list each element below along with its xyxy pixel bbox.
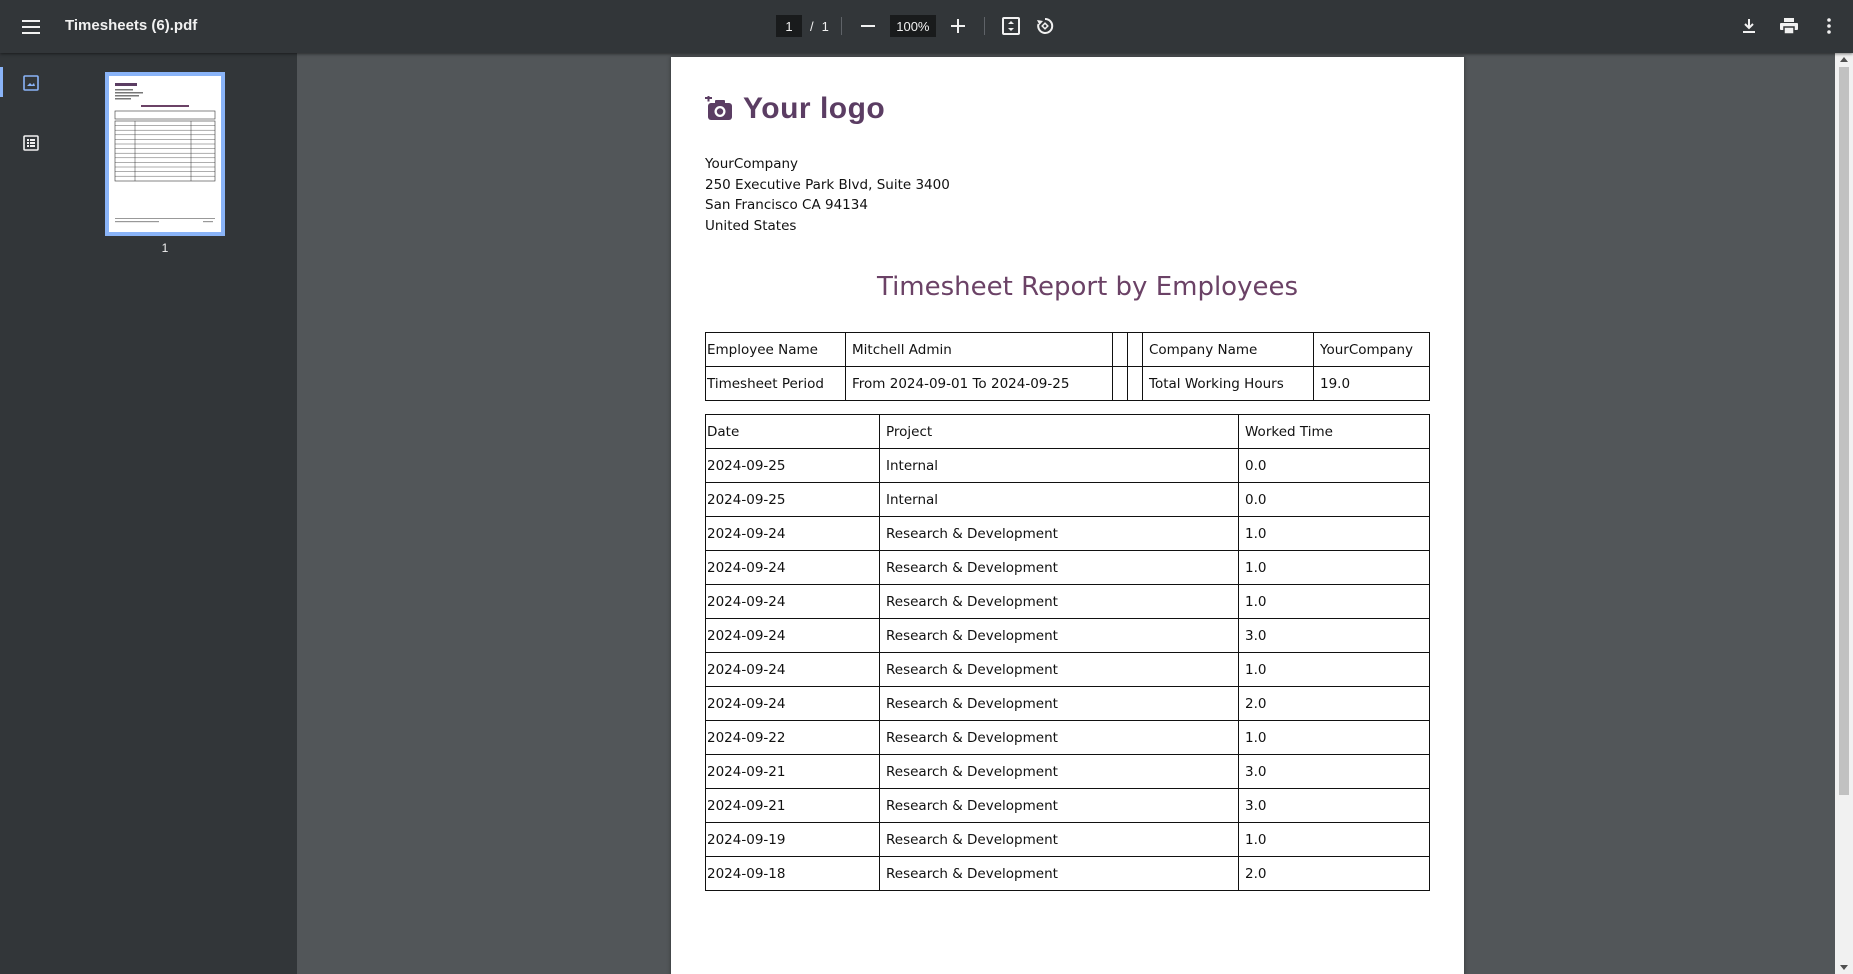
column-header-date: Date bbox=[706, 415, 880, 449]
zoom-in-button[interactable] bbox=[944, 12, 972, 40]
more-options-button[interactable] bbox=[1815, 12, 1843, 40]
project-cell: Research & Development bbox=[880, 687, 1239, 721]
document-actions bbox=[1735, 12, 1843, 40]
employee-info-table bbox=[705, 332, 1430, 401]
fit-page-icon bbox=[1002, 17, 1020, 35]
vertical-scrollbar[interactable] bbox=[1835, 53, 1853, 974]
outline-tab[interactable] bbox=[16, 128, 46, 158]
menu-button[interactable] bbox=[16, 12, 46, 42]
column-header-project: Project bbox=[880, 415, 1239, 449]
table-row bbox=[706, 789, 1430, 823]
period-value: From 2024-09-01 To 2024-09-25 bbox=[846, 367, 1113, 401]
minus-icon bbox=[861, 19, 875, 33]
worked-time-cell: 1.0 bbox=[1239, 551, 1430, 585]
address-company: YourCompany bbox=[705, 156, 799, 172]
print-icon bbox=[1780, 18, 1798, 34]
company-logo bbox=[705, 92, 885, 126]
toolbar bbox=[0, 0, 1853, 53]
zoom-input[interactable] bbox=[890, 15, 936, 37]
project-cell: Research & Development bbox=[880, 755, 1239, 789]
project-cell: Internal bbox=[880, 449, 1239, 483]
timesheet-rows bbox=[706, 449, 1430, 891]
plus-icon bbox=[951, 19, 965, 33]
table-row bbox=[706, 619, 1430, 653]
worked-time-cell: 1.0 bbox=[1239, 517, 1430, 551]
company-name-label: Company Name bbox=[1143, 333, 1314, 367]
more-vert-icon bbox=[1827, 18, 1831, 34]
scroll-up-arrow[interactable] bbox=[1840, 57, 1848, 62]
sidebar-rail bbox=[0, 53, 62, 974]
worked-time-cell: 0.0 bbox=[1239, 483, 1430, 517]
date-cell: 2024-09-19 bbox=[706, 823, 880, 857]
table-row bbox=[706, 857, 1430, 891]
active-indicator bbox=[0, 67, 3, 97]
date-cell: 2024-09-18 bbox=[706, 857, 880, 891]
menu-icon bbox=[22, 20, 40, 34]
table-row bbox=[706, 585, 1430, 619]
worked-time-cell: 3.0 bbox=[1239, 789, 1430, 823]
date-cell: 2024-09-24 bbox=[706, 517, 880, 551]
info-row bbox=[706, 367, 1430, 401]
rotate-icon bbox=[1036, 17, 1054, 35]
thumbnail-page-number: 1 bbox=[161, 241, 169, 255]
project-cell: Internal bbox=[880, 483, 1239, 517]
worked-time-cell: 3.0 bbox=[1239, 619, 1430, 653]
download-button[interactable] bbox=[1735, 12, 1763, 40]
project-cell: Research & Development bbox=[880, 789, 1239, 823]
document-title: Timesheets (6).pdf bbox=[65, 17, 198, 34]
date-cell: 2024-09-24 bbox=[706, 585, 880, 619]
date-cell: 2024-09-24 bbox=[706, 653, 880, 687]
project-cell: Research & Development bbox=[880, 517, 1239, 551]
page-separator: / bbox=[810, 18, 814, 34]
table-row bbox=[706, 721, 1430, 755]
table-row bbox=[706, 483, 1430, 517]
table-row bbox=[706, 653, 1430, 687]
zoom-out-button[interactable] bbox=[854, 12, 882, 40]
thumbnails-tab[interactable] bbox=[16, 68, 46, 98]
table-row bbox=[706, 755, 1430, 789]
project-cell: Research & Development bbox=[880, 823, 1239, 857]
worked-time-cell: 1.0 bbox=[1239, 823, 1430, 857]
table-row bbox=[706, 517, 1430, 551]
employee-name-label: Employee Name bbox=[706, 333, 846, 367]
date-cell: 2024-09-24 bbox=[706, 551, 880, 585]
scroll-down-arrow[interactable] bbox=[1840, 965, 1848, 970]
rotate-button[interactable] bbox=[1031, 12, 1059, 40]
table-row bbox=[706, 449, 1430, 483]
outline-icon bbox=[23, 135, 39, 151]
timesheet-table bbox=[705, 414, 1430, 891]
company-address bbox=[705, 154, 950, 236]
logo-text: Your logo bbox=[743, 92, 886, 125]
address-street: 250 Executive Park Blvd, Suite 3400 bbox=[705, 176, 950, 193]
print-button[interactable] bbox=[1775, 12, 1803, 40]
worked-time-cell: 1.0 bbox=[1239, 653, 1430, 687]
project-cell: Research & Development bbox=[880, 721, 1239, 755]
spacer-cell bbox=[1113, 367, 1128, 401]
project-cell: Research & Development bbox=[880, 653, 1239, 687]
date-cell: 2024-09-21 bbox=[706, 789, 880, 823]
toolbar-divider bbox=[984, 17, 985, 35]
table-row bbox=[706, 551, 1430, 585]
total-hours-label: Total Working Hours bbox=[1143, 367, 1314, 401]
total-hours-value: 19.0 bbox=[1314, 367, 1430, 401]
employee-name-value: Mitchell Admin bbox=[846, 333, 1113, 367]
document-viewer[interactable] bbox=[297, 53, 1835, 974]
worked-time-cell: 3.0 bbox=[1239, 755, 1430, 789]
address-country: United States bbox=[705, 217, 797, 234]
spacer-cell bbox=[1128, 367, 1143, 401]
scrollbar-thumb[interactable] bbox=[1839, 67, 1849, 795]
date-cell: 2024-09-25 bbox=[706, 483, 880, 517]
camera-icon bbox=[705, 96, 735, 122]
worked-time-cell: 1.0 bbox=[1239, 721, 1430, 755]
worked-time-cell: 2.0 bbox=[1239, 687, 1430, 721]
worked-time-cell: 1.0 bbox=[1239, 585, 1430, 619]
page-thumbnail[interactable] bbox=[105, 72, 225, 236]
report-title: Timesheet Report by Employees bbox=[876, 272, 1299, 302]
table-row bbox=[706, 823, 1430, 857]
total-pages: 1 bbox=[821, 18, 829, 34]
table-header-row bbox=[706, 415, 1430, 449]
date-cell: 2024-09-24 bbox=[706, 619, 880, 653]
date-cell: 2024-09-22 bbox=[706, 721, 880, 755]
date-cell: 2024-09-21 bbox=[706, 755, 880, 789]
company-name-value: YourCompany bbox=[1314, 333, 1430, 367]
project-cell: Research & Development bbox=[880, 585, 1239, 619]
download-icon bbox=[1741, 18, 1757, 34]
project-cell: Research & Development bbox=[880, 857, 1239, 891]
period-label: Timesheet Period bbox=[706, 367, 846, 401]
spacer-cell bbox=[1113, 333, 1128, 367]
address-city: San Francisco CA 94134 bbox=[705, 197, 868, 213]
worked-time-cell: 0.0 bbox=[1239, 449, 1430, 483]
table-row bbox=[706, 687, 1430, 721]
thumbnail-icon bbox=[23, 75, 39, 91]
date-cell: 2024-09-25 bbox=[706, 449, 880, 483]
project-cell: Research & Development bbox=[880, 551, 1239, 585]
pdf-page bbox=[671, 57, 1464, 974]
project-cell: Research & Development bbox=[880, 619, 1239, 653]
page-number-input[interactable] bbox=[776, 15, 802, 37]
thumbnail-preview bbox=[109, 76, 221, 232]
toolbar-divider bbox=[841, 17, 842, 35]
info-row bbox=[706, 333, 1430, 367]
column-header-worked-time: Worked Time bbox=[1239, 415, 1430, 449]
worked-time-cell: 2.0 bbox=[1239, 857, 1430, 891]
date-cell: 2024-09-24 bbox=[706, 687, 880, 721]
fit-page-button[interactable] bbox=[997, 12, 1025, 40]
page-zoom-controls bbox=[776, 13, 1059, 39]
spacer-cell bbox=[1128, 333, 1143, 367]
sidebar bbox=[0, 53, 297, 974]
